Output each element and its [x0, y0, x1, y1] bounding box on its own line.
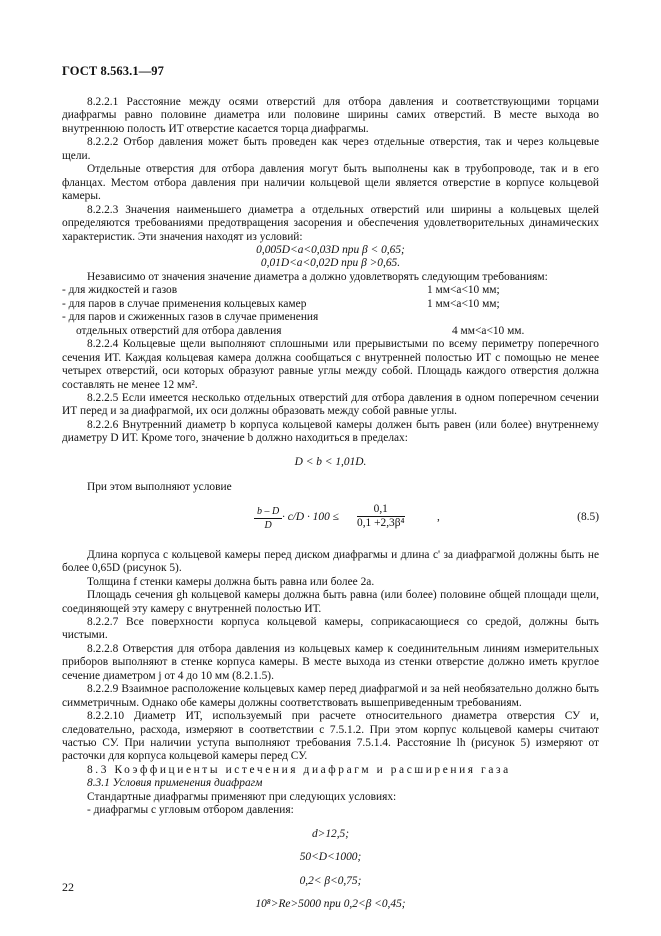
requirement-row-1: [62, 284, 599, 297]
paragraph-8-2-2-8: 8.2.2.8 Отверстия для отбора давления из кольцевых камер к соединительным линиям измерительных приборов выполняют в стенке корпуса камеры. В месте выхода из стенки отверстие должно иметь круглое сечение диаметром j от 4 до 10 мм (8.2.1.5).: [62, 642, 599, 682]
formula-denominator-left: D: [264, 520, 272, 532]
formula-range: D < b < 1,01D.: [294, 455, 367, 468]
paragraph-corner-taps: - диафрагмы с угловым отбором давления:: [87, 804, 294, 817]
formula-numerator-right: 0,1: [357, 503, 405, 517]
requirement-value: 1 мм<a<10 мм;: [427, 284, 500, 297]
formula-tail: ,: [437, 510, 440, 523]
paragraph-pressure-holes: Отдельные отверстия для отбора давления могут быть выполнены как в трубопроводе, так и в его фланцах. Местом отбора давления при наличии кольцевой щели является отверстие в корпусе кольцевой камеры.: [62, 163, 599, 203]
requirement-row-2: [62, 298, 599, 311]
formula-denominator-right: 0,1 +2,3β⁴: [357, 517, 405, 530]
requirement-value: 4 мм<a<10 мм.: [452, 324, 525, 337]
paragraph-8-2-2-7: 8.2.2.7 Все поверхности корпуса кольцевой камеры, соприкасающиеся со средой, должны быть чистыми.: [62, 615, 599, 642]
requirement-row-3b: [62, 325, 599, 338]
condition-line-1: 0,005D<a<0,03D при β < 0,65;: [256, 243, 405, 256]
paragraph-conditions-intro: Стандартные диафрагмы применяют при следующих условиях:: [87, 790, 397, 803]
paragraph-8-2-2-5: 8.2.2.5 Если имеется несколько отдельных отверстий для отбора давления в одном поперечном сечении ИТ перед и за диафрагмой, их оси должны образовать между собой равные углы.: [62, 391, 599, 418]
corner-condition-4: 10⁸>Re>5000 при 0,2<β <0,45;: [255, 898, 406, 911]
requirement-label: - для паров в случае применения кольцевых камер: [62, 297, 307, 310]
formula-left-fraction: [254, 505, 282, 533]
paragraph-condition-intro: При этом выполняют условие: [87, 481, 232, 494]
paragraph-requirements: Независимо от значения значение диаметра a должно удовлетворять следующим требованиям:: [87, 270, 548, 283]
document-body: [62, 96, 599, 912]
corner-condition-3: 0,2< β<0,75;: [299, 874, 362, 887]
requirement-row-3: [62, 311, 599, 324]
paragraph-8-2-2-4: 8.2.2.4 Кольцевые щели выполняют сплошными или прерывистыми по всему периметру поперечного сечения ИТ. Каждая кольцевая камера должна сообщаться с внутренней полостью ИТ с помощью не менее четырех отверстий, оси которых образуют равные углы между собой. Площадь каждого отверстия должна составлять не менее 12 мм².: [62, 338, 599, 391]
formula-middle: · c/D · 100 ≤: [282, 510, 339, 523]
condition-line-2: 0,01D<a<0,02D при β >0,65.: [260, 257, 401, 270]
paragraph-8-2-2-6: 8.2.2.6 Внутренний диаметр b корпуса кольцевой камеры должен быть равен (или более) внутреннему диаметру D ИТ. Кроме того, значение b должно находиться в пределах:: [62, 418, 599, 445]
page-number: 22: [62, 880, 74, 894]
paragraph-8-2-2-3: 8.2.2.3 Значения наименьшего диаметра a отдельных отверстий или ширины a кольцевых щелей определяются требованиями предотвращения засорения и обеспечения удовлетворительных динамических характеристик. Эти значения находят из условий:: [62, 203, 599, 243]
formula-right-fraction: [357, 503, 405, 531]
requirement-label: отдельных отверстий для отбора давления: [76, 324, 282, 337]
formula-8-5: [62, 501, 599, 541]
requirement-label: - для жидкостей и газов: [62, 284, 178, 297]
corner-condition-1: d>12,5;: [311, 827, 350, 840]
requirement-label: - для паров и сжиженных газов в случае применения: [62, 311, 319, 324]
paragraph-8-2-2-2: 8.2.2.2 Отбор давления может быть проведен как через отдельные отверстия, так и через кольцевые щели.: [62, 136, 599, 162]
requirement-value: 1 мм<a<10 мм;: [427, 297, 500, 310]
paragraph-8-2-2-1: 8.2.2.1 Расстояние между осями отверстий для отбора давления и соответствующими торцами диафрагмы равно половине диаметра или половине ширины самих отверстий. В месте выхода во внутреннюю полость ИТ отверстие касается торца диафрагмы.: [62, 96, 599, 135]
section-8-3-heading: 8.3 Коэффициенты истечения диафрагм и расширения газа: [87, 763, 511, 776]
paragraph-chamber-length: Длина корпуса c кольцевой камеры перед диском диафрагмы и длина c' за диафрагмой должны быть не более 0,65D (рисунок 5).: [62, 548, 599, 575]
corner-condition-2: 50<D<1000;: [299, 851, 362, 864]
paragraph-wall-thickness: Толщина f стенки камеры должна быть равна или более 2a.: [87, 575, 375, 588]
formula-numerator-left: b – D: [254, 505, 282, 519]
paragraph-8-2-2-10: 8.2.2.10 Диаметр ИТ, используемый при расчете относительного диаметра отверстия СУ и, следовательно, расхода, измеряют в соответствии с 7.5.1.2. При этом корпус кольцевой камеры считают частью СУ. При наличии уступа выполняют требования 7.5.1.4. Расстояние lh (рисунок 5) измеряют от расточки для корпуса кольцевой камеры перед СУ.: [62, 710, 599, 763]
section-8-3-1-heading: 8.3.1 Условия применения диафрагм: [87, 777, 263, 790]
paragraph-section-area: Площадь сечения gh кольцевой камеры должна быть равна (или более) половине общей площади щели, соединяющей эту камеру с внутренней полостью ИТ.: [62, 589, 599, 615]
document-header: ГОСТ 8.563.1—97: [62, 64, 165, 78]
paragraph-8-2-2-9: 8.2.2.9 Взаимное расположение кольцевых камер перед диафрагмой и за ней необязательно должно быть симметричным. Однако обе камеры должны соответствовать вышеприведенным требованиям.: [62, 683, 599, 709]
formula-number: (8.5): [577, 510, 599, 523]
